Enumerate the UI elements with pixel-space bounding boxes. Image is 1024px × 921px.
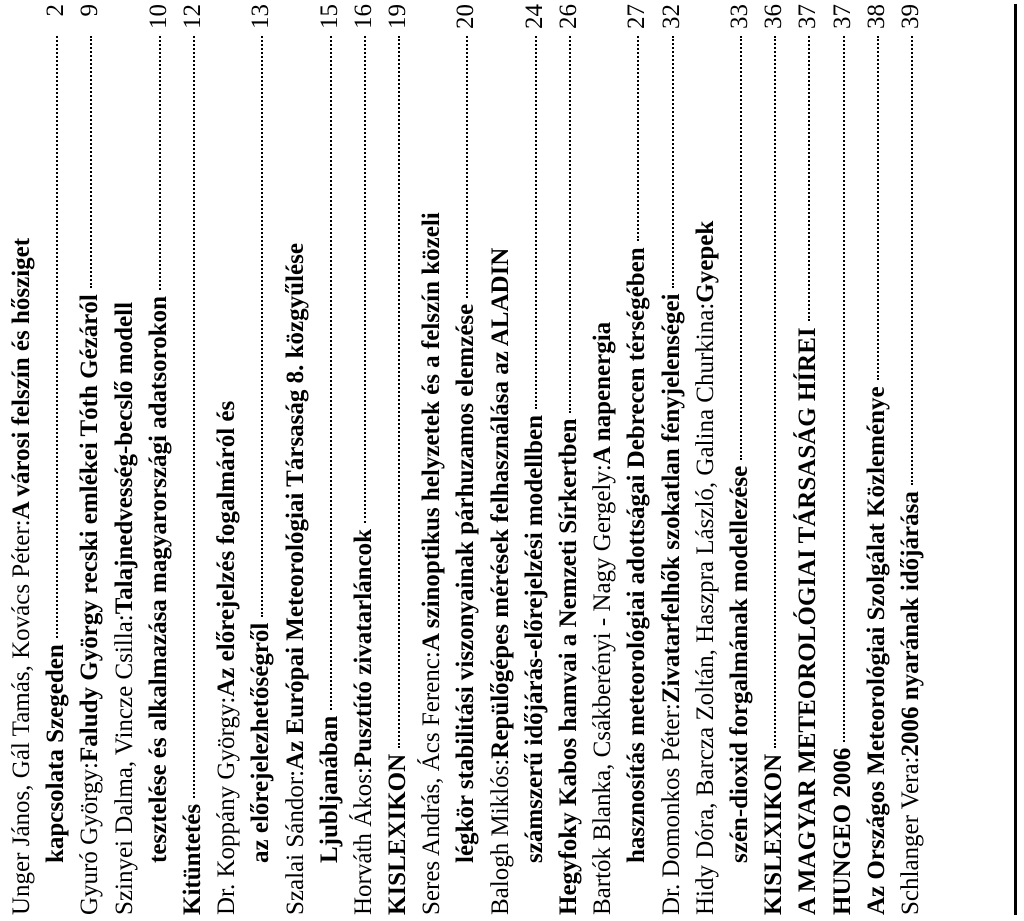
dot-leader xyxy=(159,36,161,290)
entry-page-number: 13 xyxy=(247,4,275,29)
entry-page-number: 38 xyxy=(862,4,890,29)
entry-title: számszerű időjárás-előrejelzési modellben xyxy=(520,414,548,863)
dot-leader xyxy=(261,36,263,617)
dot-leader xyxy=(330,36,332,710)
entry-author: Szalai Sándor: xyxy=(281,769,309,915)
toc-entry xyxy=(689,4,723,915)
entry-author: Unger János, Gál Tamás, Kovács Péter: xyxy=(8,519,35,915)
dot-leader xyxy=(364,36,366,523)
entry-title: légkör stabilitási viszonyainak párhuzamos elemzése xyxy=(452,303,480,863)
entry-page-number: 32 xyxy=(657,4,685,29)
entry-page-number: 39 xyxy=(896,4,924,29)
toc-entry xyxy=(415,4,449,915)
entry-title: Talajnedvesség-becslő modell xyxy=(110,301,138,615)
toc-entry xyxy=(381,4,415,915)
entry-author: Schlanger Vera: xyxy=(896,756,924,915)
entry-page-number: 10 xyxy=(144,4,172,29)
entry-title: A MAGYAR METEOROLÓGIAI TÁRSASÁG HÍREI xyxy=(794,327,822,915)
entry-page-number: 20 xyxy=(452,4,480,29)
entry-page-number: 19 xyxy=(384,4,412,29)
entry-page-number: 37 xyxy=(794,4,822,29)
entry-title: Ljubljanában xyxy=(315,715,343,863)
dot-leader xyxy=(569,36,571,413)
entry-title: kapcsolata Szegeden xyxy=(42,644,70,863)
toc-entry xyxy=(757,4,791,915)
entry-title: Kitüntetés xyxy=(178,803,206,915)
entry-author: Hidy Dóra, Barcza Zoltán, Haszpra László, Galina Churkina: xyxy=(691,302,719,915)
entry-page-number: 9 xyxy=(76,4,104,17)
entry-page-number: 27 xyxy=(623,4,651,29)
toc-entry xyxy=(142,4,176,915)
entry-title: A szinoptikus helyzetek és a felszín közeli xyxy=(418,212,446,652)
toc-entry xyxy=(894,4,928,915)
entry-title: Az előrejelzés fogalmáról és xyxy=(213,400,241,697)
entry-title: Az Európai Meteorológiai Társaság 8. közgyűlése xyxy=(281,243,309,770)
entry-author: Gyuró György: xyxy=(76,761,104,915)
toc-entry xyxy=(279,4,313,915)
dot-leader xyxy=(90,36,92,288)
dot-leader xyxy=(466,36,468,298)
entry-page-number: 26 xyxy=(555,4,582,29)
toc-entry xyxy=(73,4,107,915)
entry-page-number: 12 xyxy=(178,4,206,29)
dot-leader xyxy=(911,36,913,485)
toc-entry xyxy=(518,4,552,915)
entry-author: Dr. Domonkos Péter: xyxy=(657,703,685,915)
dot-leader xyxy=(56,36,58,638)
toc-entry xyxy=(723,4,757,915)
dot-leader xyxy=(740,36,742,460)
dot-leader xyxy=(843,36,845,742)
toc-entry xyxy=(5,4,39,915)
dot-leader xyxy=(808,36,810,321)
entry-title: HUNGEO 2006 xyxy=(828,747,856,915)
entry-page-number: 33 xyxy=(725,4,753,29)
entry-author: Balogh Miklós: xyxy=(486,758,514,915)
entry-title: Gyepek xyxy=(691,220,719,303)
entry-title: KISLEXIKON xyxy=(384,753,412,915)
entry-title: Faludy György recski emlékei Tóth Gézáról xyxy=(76,294,104,762)
dot-leader xyxy=(535,36,537,409)
toc-entry xyxy=(552,4,586,915)
dot-leader xyxy=(637,36,639,241)
page-edge-rule xyxy=(1014,4,1017,915)
entry-title: Pusztító zivatarláncok xyxy=(349,528,377,768)
entry-author: Szinyei Dalma, Vincze Csilla: xyxy=(110,614,138,915)
entry-title: A városi felszín és hősziget xyxy=(8,237,35,520)
entry-author: Horváth Ákos: xyxy=(349,767,377,915)
toc-entry xyxy=(791,4,825,915)
entry-page-number: 15 xyxy=(315,4,343,29)
toc-entry xyxy=(826,4,860,915)
dot-leader xyxy=(672,36,674,288)
toc-entry xyxy=(347,4,381,915)
entry-page-number: 24 xyxy=(520,4,548,29)
table-of-contents xyxy=(5,4,928,915)
entry-title: Hegyfoky Kabos hamvai a Nemzeti Sírkertben xyxy=(555,418,582,915)
entry-author: Bartók Blanka, Csákberényi - Nagy Gergely: xyxy=(589,464,617,915)
toc-entry xyxy=(108,4,142,915)
entry-page-number: 16 xyxy=(349,4,377,29)
entry-page-number: 2 xyxy=(42,4,70,17)
entry-title: A napenergia xyxy=(589,321,617,465)
toc-entry xyxy=(313,4,347,915)
entry-page-number: 37 xyxy=(828,4,856,29)
entry-title: tesztelése és alkalmazása magyarországi adatsorokon xyxy=(144,295,172,863)
toc-entry xyxy=(39,4,73,915)
dot-leader xyxy=(877,36,879,380)
dot-leader xyxy=(774,36,776,748)
toc-entry xyxy=(655,4,689,915)
entry-title: az előrejelezhetőségről xyxy=(247,622,275,863)
entry-title: Az Országos Meteorológiai Szolgálat Közleménye xyxy=(862,386,890,915)
toc-entry xyxy=(620,4,654,915)
entry-title: 2006 nyarának időjárása xyxy=(896,491,924,757)
toc-entry xyxy=(210,4,244,915)
entry-page-number: 36 xyxy=(760,4,788,29)
entry-author: Seres András, Ács Ferenc: xyxy=(418,651,446,915)
dot-leader xyxy=(398,36,400,748)
toc-entry xyxy=(244,4,278,915)
entry-title: szén-dioxid forgalmának modellezése xyxy=(725,465,753,863)
toc-entry xyxy=(449,4,483,915)
toc-entry xyxy=(586,4,620,915)
entry-title: Repülőgépes mérések felhasználása az ALADIN xyxy=(486,247,514,759)
entry-title: hasznosítás meteorológiai adottságai Debrecen térségében xyxy=(623,247,651,863)
toc-entry xyxy=(484,4,518,915)
entry-author: Dr. Koppány György: xyxy=(213,696,241,915)
entry-title: KISLEXIKON xyxy=(760,753,788,915)
toc-entry xyxy=(860,4,894,915)
dot-leader xyxy=(193,36,195,798)
entry-title: Zivatarfelhők szokatlan fényjelenségei xyxy=(657,293,685,704)
toc-entry xyxy=(176,4,210,915)
